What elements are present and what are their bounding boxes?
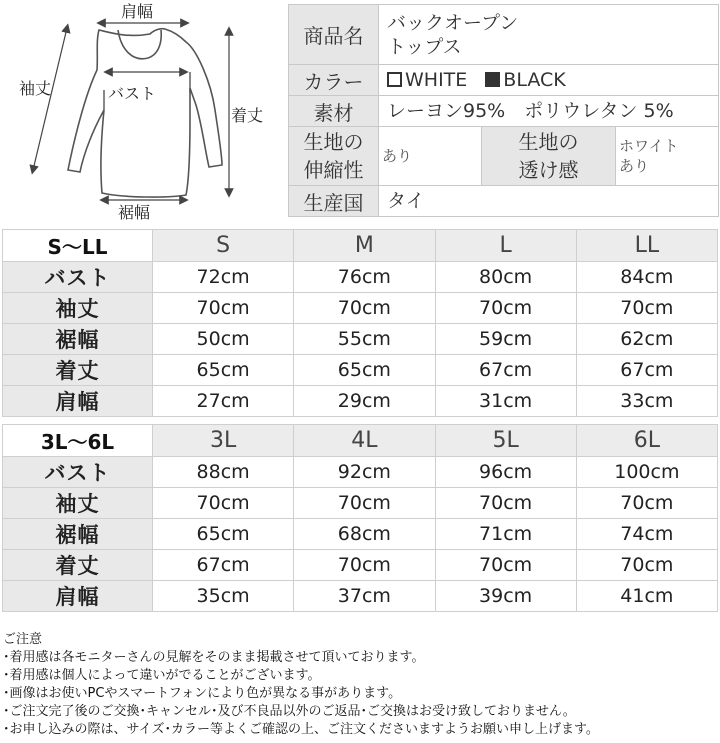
table-row <box>3 262 718 293</box>
table-row <box>3 293 718 324</box>
table-row <box>3 355 718 386</box>
color-value <box>379 65 719 96</box>
measure-value: 37cm <box>294 581 435 612</box>
table-row <box>3 519 718 550</box>
product-name-label: 商品名 <box>289 5 379 65</box>
note-line: ･着用感は個人によって違いがでることがございます。 <box>3 668 321 683</box>
color-row <box>289 65 719 96</box>
origin-value: タイ <box>379 186 719 217</box>
measure-value: 55cm <box>294 324 435 355</box>
size-header: 5L <box>435 425 576 457</box>
table-row <box>3 386 718 417</box>
note-line: ･お申し込みの際は、サイズ･カラー等よくご確認の上、ご注文くださいますようお願い申し上げます。 <box>3 722 599 737</box>
measure-value: 70cm <box>576 488 717 519</box>
measure-value: 59cm <box>435 324 576 355</box>
stretch-value: あり <box>379 127 482 186</box>
measure-value: 39cm <box>435 581 576 612</box>
material-value: レーヨン95% ポリウレタン 5% <box>379 96 719 127</box>
product-name-value <box>379 5 719 65</box>
color-white: WHITE <box>405 69 468 91</box>
table-row <box>3 581 718 612</box>
fabric-properties-row <box>289 127 719 186</box>
measure-value: 65cm <box>153 519 294 550</box>
product-name-row <box>289 5 719 65</box>
stretch-label-line-1: 生地の <box>303 130 364 154</box>
measure-value: 100cm <box>576 457 717 488</box>
measure-value: 70cm <box>294 293 435 324</box>
measure-value: 65cm <box>294 355 435 386</box>
measure-value: 80cm <box>435 262 576 293</box>
color-label: カラー <box>289 65 379 96</box>
measure-value: 68cm <box>294 519 435 550</box>
table-row <box>3 457 718 488</box>
measure-value: 67cm <box>435 355 576 386</box>
measure-value: 88cm <box>153 457 294 488</box>
measure-value: 71cm <box>435 519 576 550</box>
measure-value: 31cm <box>435 386 576 417</box>
size-header: M <box>294 230 435 262</box>
note-line: ･画像はお使いPCやスマートフォンにより色が異なる事があります。 <box>3 686 402 701</box>
measure-label: バスト <box>3 262 153 293</box>
size-header-row <box>3 230 718 262</box>
sleeve-length-label: 袖丈 <box>19 79 52 98</box>
sheer-value-line-2: あり <box>619 157 650 175</box>
measure-value: 27cm <box>153 386 294 417</box>
measure-value: 70cm <box>153 293 294 324</box>
shoulder-width-label: 肩幅 <box>121 2 154 21</box>
measure-value: 70cm <box>294 488 435 519</box>
measure-value: 96cm <box>435 457 576 488</box>
measure-label: 裾幅 <box>3 519 153 550</box>
size-header: L <box>435 230 576 262</box>
origin-label: 生産国 <box>289 186 379 217</box>
measure-label: 袖丈 <box>3 293 153 324</box>
size-table-3l-6l <box>2 424 718 612</box>
garment-diagram <box>0 0 285 224</box>
measure-value: 29cm <box>294 386 435 417</box>
measure-value: 70cm <box>294 550 435 581</box>
size-header: S <box>153 230 294 262</box>
color-black: BLACK <box>503 69 566 91</box>
measure-value: 70cm <box>435 550 576 581</box>
size-header: 4L <box>294 425 435 457</box>
measure-value: 70cm <box>576 550 717 581</box>
measure-value: 33cm <box>576 386 717 417</box>
stretch-label-line-2: 伸縮性 <box>303 158 364 182</box>
bust-label: バスト <box>108 84 157 103</box>
body-length-label: 着丈 <box>231 106 264 125</box>
table-row <box>3 488 718 519</box>
measure-value: 50cm <box>153 324 294 355</box>
size-header: LL <box>576 230 717 262</box>
measure-label: 着丈 <box>3 550 153 581</box>
notes-section <box>3 631 718 739</box>
measure-value: 67cm <box>153 550 294 581</box>
measure-value: 70cm <box>153 488 294 519</box>
white-swatch-icon <box>387 72 402 87</box>
size-header-row <box>3 425 718 457</box>
measure-value: 70cm <box>576 293 717 324</box>
size-header: 6L <box>576 425 717 457</box>
origin-row <box>289 186 719 217</box>
sheer-label-line-1: 生地の <box>518 130 579 154</box>
measure-label: 肩幅 <box>3 386 153 417</box>
measure-label: 肩幅 <box>3 581 153 612</box>
product-name-line-1: バックオープン <box>387 11 519 34</box>
measure-value: 74cm <box>576 519 717 550</box>
sheer-value-line-1: ホワイト <box>619 137 679 155</box>
measure-value: 70cm <box>435 488 576 519</box>
measure-value: 67cm <box>576 355 717 386</box>
stretch-label <box>289 127 379 186</box>
measure-label: 着丈 <box>3 355 153 386</box>
measure-label: 袖丈 <box>3 488 153 519</box>
measure-value: 76cm <box>294 262 435 293</box>
note-line: ･ご注文完了後のご交換･キャンセル･及び不良品以外のご返品･ご交換はお受け致しておりません。 <box>3 704 576 719</box>
sheer-label-line-2: 透け感 <box>518 158 579 182</box>
material-row <box>289 96 719 127</box>
material-label: 素材 <box>289 96 379 127</box>
size-table-s-ll <box>2 229 718 417</box>
size-range-label: S～LL <box>3 230 153 262</box>
measure-label: バスト <box>3 457 153 488</box>
measure-value: 65cm <box>153 355 294 386</box>
measure-value: 70cm <box>435 293 576 324</box>
notes-title: ご注意 <box>3 632 43 647</box>
product-name-line-2: トップス <box>387 35 462 58</box>
measure-value: 35cm <box>153 581 294 612</box>
table-row <box>3 550 718 581</box>
measure-value: 41cm <box>576 581 717 612</box>
hem-width-label: 裾幅 <box>118 203 151 222</box>
sheer-label <box>482 127 616 186</box>
size-range-label: 3L～6L <box>3 425 153 457</box>
note-line: ･着用感は各モニターさんの見解をそのまま掲載させて頂いております。 <box>3 650 425 665</box>
size-header: 3L <box>153 425 294 457</box>
sheer-value <box>616 127 719 186</box>
black-swatch-icon <box>485 72 500 87</box>
measure-value: 62cm <box>576 324 717 355</box>
measure-value: 84cm <box>576 262 717 293</box>
measure-value: 92cm <box>294 457 435 488</box>
product-info-table <box>288 4 719 217</box>
measure-label: 裾幅 <box>3 324 153 355</box>
measure-value: 72cm <box>153 262 294 293</box>
table-row <box>3 324 718 355</box>
